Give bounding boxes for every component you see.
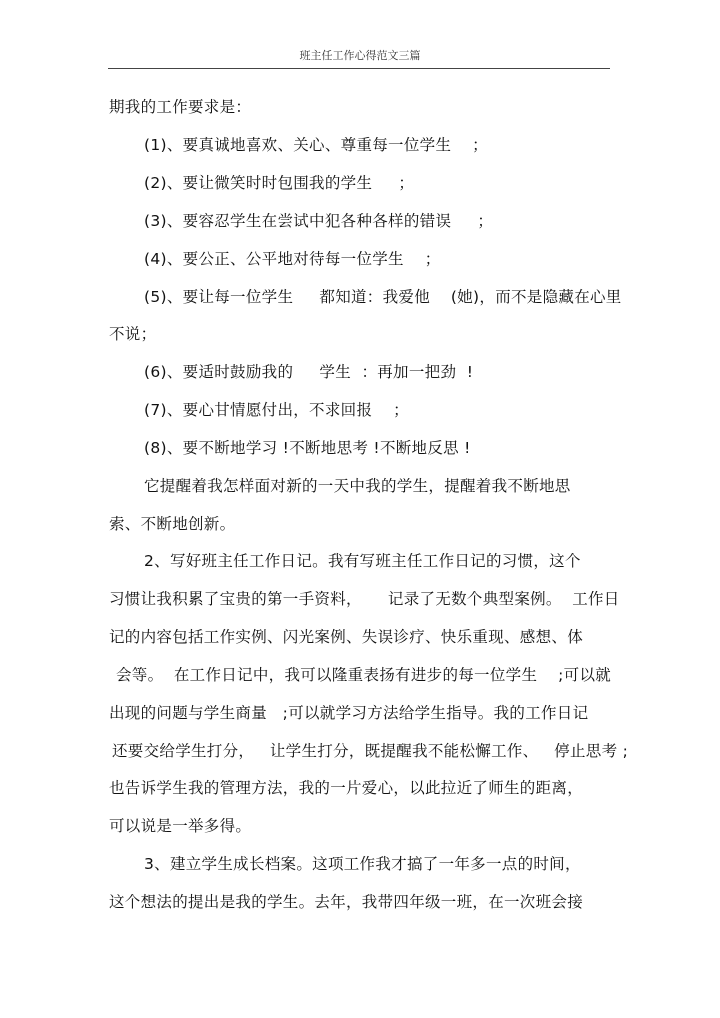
body-line: 出现的问题与学生商量 ;可以就学习方法给学生指导。我的工作日记 bbox=[109, 704, 589, 722]
body-line: (4)、要公正、公平地对待每一位学生 ； bbox=[144, 250, 441, 268]
body-line: (2)、要让微笑时时包围我的学生 ； bbox=[144, 174, 415, 192]
body-line: (5)、要让每一位学生 都知道：我爱他 (她)，而不是隐藏在心里 bbox=[144, 288, 622, 306]
header-divider bbox=[108, 68, 610, 69]
body-line: 习惯让我积累了宝贵的第一手资料， 记录了无数个典型案例。 工作日 bbox=[109, 590, 620, 608]
body-line: 索、不断地创新。 bbox=[109, 515, 236, 533]
body-line: 还要交给学生打分， 让学生打分，既提醒我不能松懈工作、 停止思考 ; bbox=[112, 742, 629, 760]
body-line: 记的内容包括工作实例、闪光案例、失误诊疗、快乐重现、感想、体 bbox=[109, 628, 584, 646]
body-line: (3)、要容忍学生在尝试中犯各种各样的错误 ； bbox=[144, 212, 494, 230]
body-line: 也告诉学生我的管理方法，我的一片爱心，以此拉近了师生的距离， bbox=[109, 779, 584, 797]
body-line: 它提醒着我怎样面对新的一天中我的学生，提醒着我不断地思 bbox=[144, 477, 571, 495]
body-line: 3、建立学生成长档案。这项工作我才搞了一年多一点的时间， bbox=[144, 855, 581, 873]
body-line: 这个想法的提出是我的学生。去年，我带四年级一班，在一次班会接 bbox=[109, 893, 584, 911]
body-line: (8)、要不断地学习 !不断地思考 !不断地反思 ! bbox=[144, 439, 471, 457]
body-line: (6)、要适时鼓励我的 学生 ：再加一把劲 ! bbox=[144, 363, 474, 381]
body-line: (7)、要心甘情愿付出，不求回报 ； bbox=[144, 401, 409, 419]
body-line: 2、写好班主任工作日记。我有写班主任工作日记的习惯，这个 bbox=[144, 552, 581, 570]
body-line: 会等。 在工作日记中，我可以隆重表扬有进步的每一位学生 ;可以就 bbox=[116, 666, 612, 684]
body-line: 不说； bbox=[109, 325, 157, 343]
body-line: 期我的工作要求是： bbox=[109, 98, 252, 116]
body-line: 可以说是一举多得。 bbox=[109, 817, 252, 835]
body-line: (1)、要真诚地喜欢、关心、尊重每一位学生 ； bbox=[144, 136, 488, 154]
page-header-title: 班主任工作心得范文三篇 bbox=[299, 49, 421, 62]
